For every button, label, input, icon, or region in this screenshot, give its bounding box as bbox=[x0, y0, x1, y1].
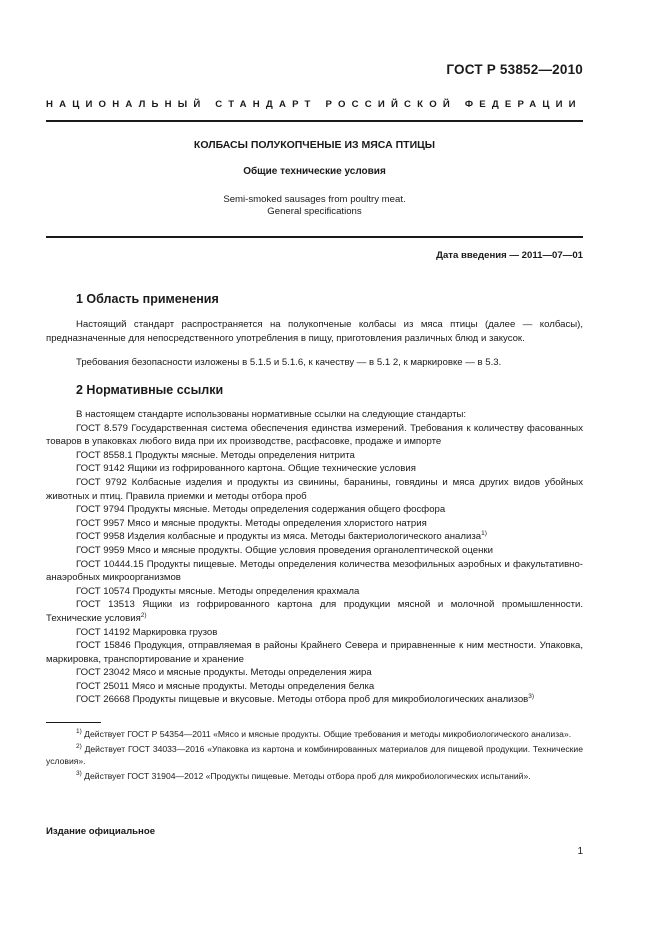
footnote-mark: 2) bbox=[140, 611, 147, 619]
reference-text: ГОСТ 26668 Продукты пищевые и вкусовые. Методы отбора проб для микробиологических анализов bbox=[76, 694, 529, 706]
reference-text: ГОСТ 10444.15 Продукты пищевые. Методы определения количества мезофильных аэробных и факультативно-анаэробных микроорганизмов bbox=[46, 558, 583, 584]
section-2-heading: 2 Нормативные ссылки bbox=[76, 383, 224, 397]
footnote-text: Действует ГОСТ 34033—2016 «Упаковка из картона и комбинированных материалов для пищевой продукции. Технические условия». bbox=[46, 744, 583, 766]
footnote-mark: 1) bbox=[481, 530, 487, 538]
footnote-divider bbox=[46, 722, 101, 723]
footnote-text: Действует ГОСТ 31904—2012 «Продукты пищевые. Методы отбора проб для микробиологических испытаний». bbox=[81, 771, 531, 781]
reference-text: ГОСТ 23042 Мясо и мясные продукты. Методы определения жира bbox=[76, 667, 372, 679]
section-1-paragraph-2: Требования безопасности изложены в 5.1.5 и 5.1.6, к качеству — в 5.1 2, к маркировке — в 5.3. bbox=[76, 357, 502, 368]
reference-item bbox=[46, 462, 583, 476]
reference-text: ГОСТ 9794 Продукты мясные. Методы определения содержания общего фосфора bbox=[76, 504, 446, 516]
footnote-mark: 3) bbox=[528, 693, 535, 701]
title-divider bbox=[46, 236, 583, 238]
reference-text: ГОСТ 14192 Маркировка грузов bbox=[76, 626, 218, 638]
footnote-item bbox=[46, 728, 583, 740]
section-1-heading: 1 Область применения bbox=[76, 292, 219, 306]
footnote-mark: 3) bbox=[76, 770, 82, 777]
reference-item bbox=[46, 476, 583, 503]
reference-item bbox=[46, 503, 583, 517]
reference-item bbox=[46, 639, 583, 666]
reference-text: ГОСТ 25011 Мясо и мясные продукты. Методы определения белка bbox=[76, 680, 375, 692]
reference-text: ГОСТ 10574 Продукты мясные. Методы определения крахмала bbox=[76, 585, 360, 597]
reference-text: ГОСТ 9142 Ящики из гофрированного картона. Общие технические условия bbox=[76, 463, 416, 475]
introduction-date: Дата введения — 2011—07—01 bbox=[436, 250, 583, 261]
reference-item bbox=[46, 558, 583, 585]
national-standard-banner: НАЦИОНАЛЬНЫЙ СТАНДАРТ РОССИЙСКОЙ ФЕДЕРАЦИИ bbox=[46, 99, 582, 110]
references-intro: В настоящем стандарте использованы нормативные ссылки на следующие стандарты: bbox=[76, 409, 467, 420]
footnote-text: Действует ГОСТ Р 54354—2011 «Мясо и мясные продукты. Общие требования и методы микробиологического анализа». bbox=[81, 729, 572, 739]
english-title-line1: Semi-smoked sausages from poultry meat. bbox=[223, 194, 406, 205]
document-title: КОЛБАСЫ ПОЛУКОПЧЕНЫЕ ИЗ МЯСА ПТИЦЫ bbox=[193, 139, 436, 151]
edition-label: Издание официальное bbox=[46, 826, 156, 837]
reference-item bbox=[46, 598, 583, 625]
footnote-mark: 2) bbox=[76, 743, 82, 750]
reference-text: ГОСТ 9792 Колбасные изделия и продукты из свинины, баранины, говядины и мяса других видов убойных животных и птиц. Правила приемки и методы отбора проб bbox=[46, 476, 583, 502]
english-title-line2: General specifications bbox=[267, 206, 362, 217]
reference-item bbox=[46, 517, 583, 531]
reference-item bbox=[46, 530, 583, 544]
footnotes bbox=[46, 728, 583, 785]
english-title bbox=[46, 194, 583, 218]
section-1-paragraph-1: Настоящий стандарт распространяется на полукопченые колбасы из мяса птицы (далее — колбасы), предназначенные для непосредственного употребления в пищу, приготовления различных блюд и закусок. bbox=[46, 319, 583, 344]
references-list bbox=[46, 408, 583, 707]
reference-text: ГОСТ 9959 Мясо и мясные продукты. Общие условия проведения органолептической оценки bbox=[76, 544, 493, 556]
reference-item bbox=[46, 626, 583, 640]
reference-item bbox=[46, 422, 583, 449]
reference-text: ГОСТ 15846 Продукция, отправляемая в районы Крайнего Севера и приравненные к ним местности. Упаковка, маркировка, транспортирование и хранение bbox=[46, 640, 583, 665]
reference-item bbox=[46, 449, 583, 463]
reference-item bbox=[46, 666, 583, 680]
reference-text: ГОСТ 9958 Изделия колбасные и продукты из мяса. Методы бактериологического анализа bbox=[76, 531, 482, 543]
reference-text: ГОСТ 8558.1 Продукты мясные. Методы определения нитрита bbox=[76, 449, 355, 461]
document-subtitle: Общие технические условия bbox=[243, 166, 386, 177]
reference-text: ГОСТ 9957 Мясо и мясные продукты. Методы определения хлористого натрия bbox=[76, 517, 427, 529]
standard-number: ГОСТ Р 53852—2010 bbox=[446, 62, 583, 77]
reference-item bbox=[46, 680, 583, 694]
footnote-item bbox=[46, 770, 583, 782]
reference-item bbox=[46, 693, 583, 707]
reference-item bbox=[46, 544, 583, 558]
page-number: 1 bbox=[577, 846, 583, 857]
footnote-item bbox=[46, 743, 583, 767]
reference-text: ГОСТ 8.579 Государственная система обеспечения единства измерений. Требования к количеству фасованных товаров в упаковках любого вида при их производстве, расфасовке, продаже и импорте bbox=[46, 422, 583, 448]
top-divider bbox=[46, 120, 583, 122]
reference-item bbox=[46, 585, 583, 599]
reference-text: ГОСТ 13513 Ящики из гофрированного картона для продукции мясной и молочной промышленности. Технические условия bbox=[46, 599, 583, 624]
footnote-mark: 1) bbox=[76, 728, 82, 735]
